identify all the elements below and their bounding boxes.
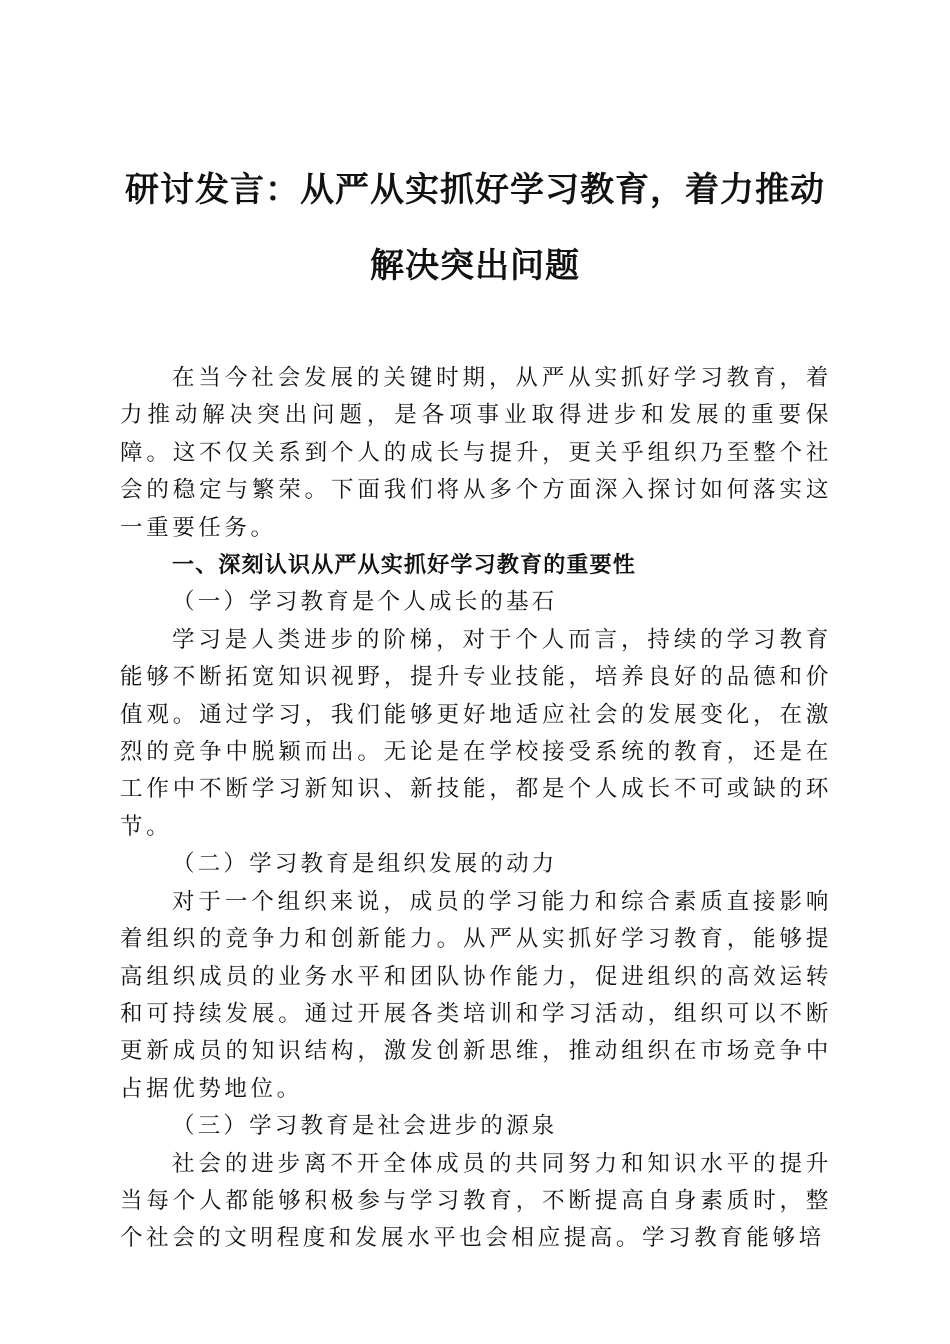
subsection-heading-3: （三）学习教育是社会进步的源泉 [172,1113,558,1140]
subsection-heading-2: （二）学习教育是组织发展的动力 [172,851,558,878]
subsection-heading-1: （一）学习教育是个人成长的基石 [172,589,558,616]
document-body [120,360,832,1258]
subsection-paragraph-3: 社会的进步离不开全体成员的共同努力和知识水平的提升当每个人都能够积极参与学习教育，不断提高自身素质时，整个社会的文明程度和发展水平也会相应提高。学习教育能够培 [120,1150,832,1252]
section-heading-1: 一、深刻认识从严从实抓好学习教育的重要性 [172,553,637,579]
subsection-paragraph-1: 学习是人类进步的阶梯，对于个人而言，持续的学习教育能够不断拓宽知识视野，提升专业技能，培养良好的品德和价值观。通过学习，我们能够更好地适应社会的发展变化，在激烈的竞争中脱颖而出。无论是在学校接受系统的教育，还是在工作中不断学习新知识、新技能，都是个人成长不可或缺的环节。 [120,626,832,840]
intro-paragraph: 在当今社会发展的关键时期，从严从实抓好学习教育，着力推动解决突出问题，是各项事业取得进步和发展的重要保障。这不仅关系到个人的成长与提升，更关乎组织乃至整个社会的稳定与繁荣。下面我们将从多个方面深入探讨如何落实这一重要任务。 [120,365,832,541]
document-title-line-2: 解决突出问题 [370,246,580,286]
document-title-line-1: 研讨发言：从严从实抓好学习教育，着力推动 [125,170,825,210]
subsection-paragraph-2: 对于一个组织来说，成员的学习能力和综合素质直接影响着组织的竞争力和创新能力。从严从实抓好学习教育，能够提高组织成员的业务水平和团队协作能力，促进组织的高效运转和可持续发展。通过开展各类培训和学习活动，组织可以不断更新成员的知识结构，激发创新思维，推动组织在市场竞争中占据优势地位。 [120,888,832,1102]
